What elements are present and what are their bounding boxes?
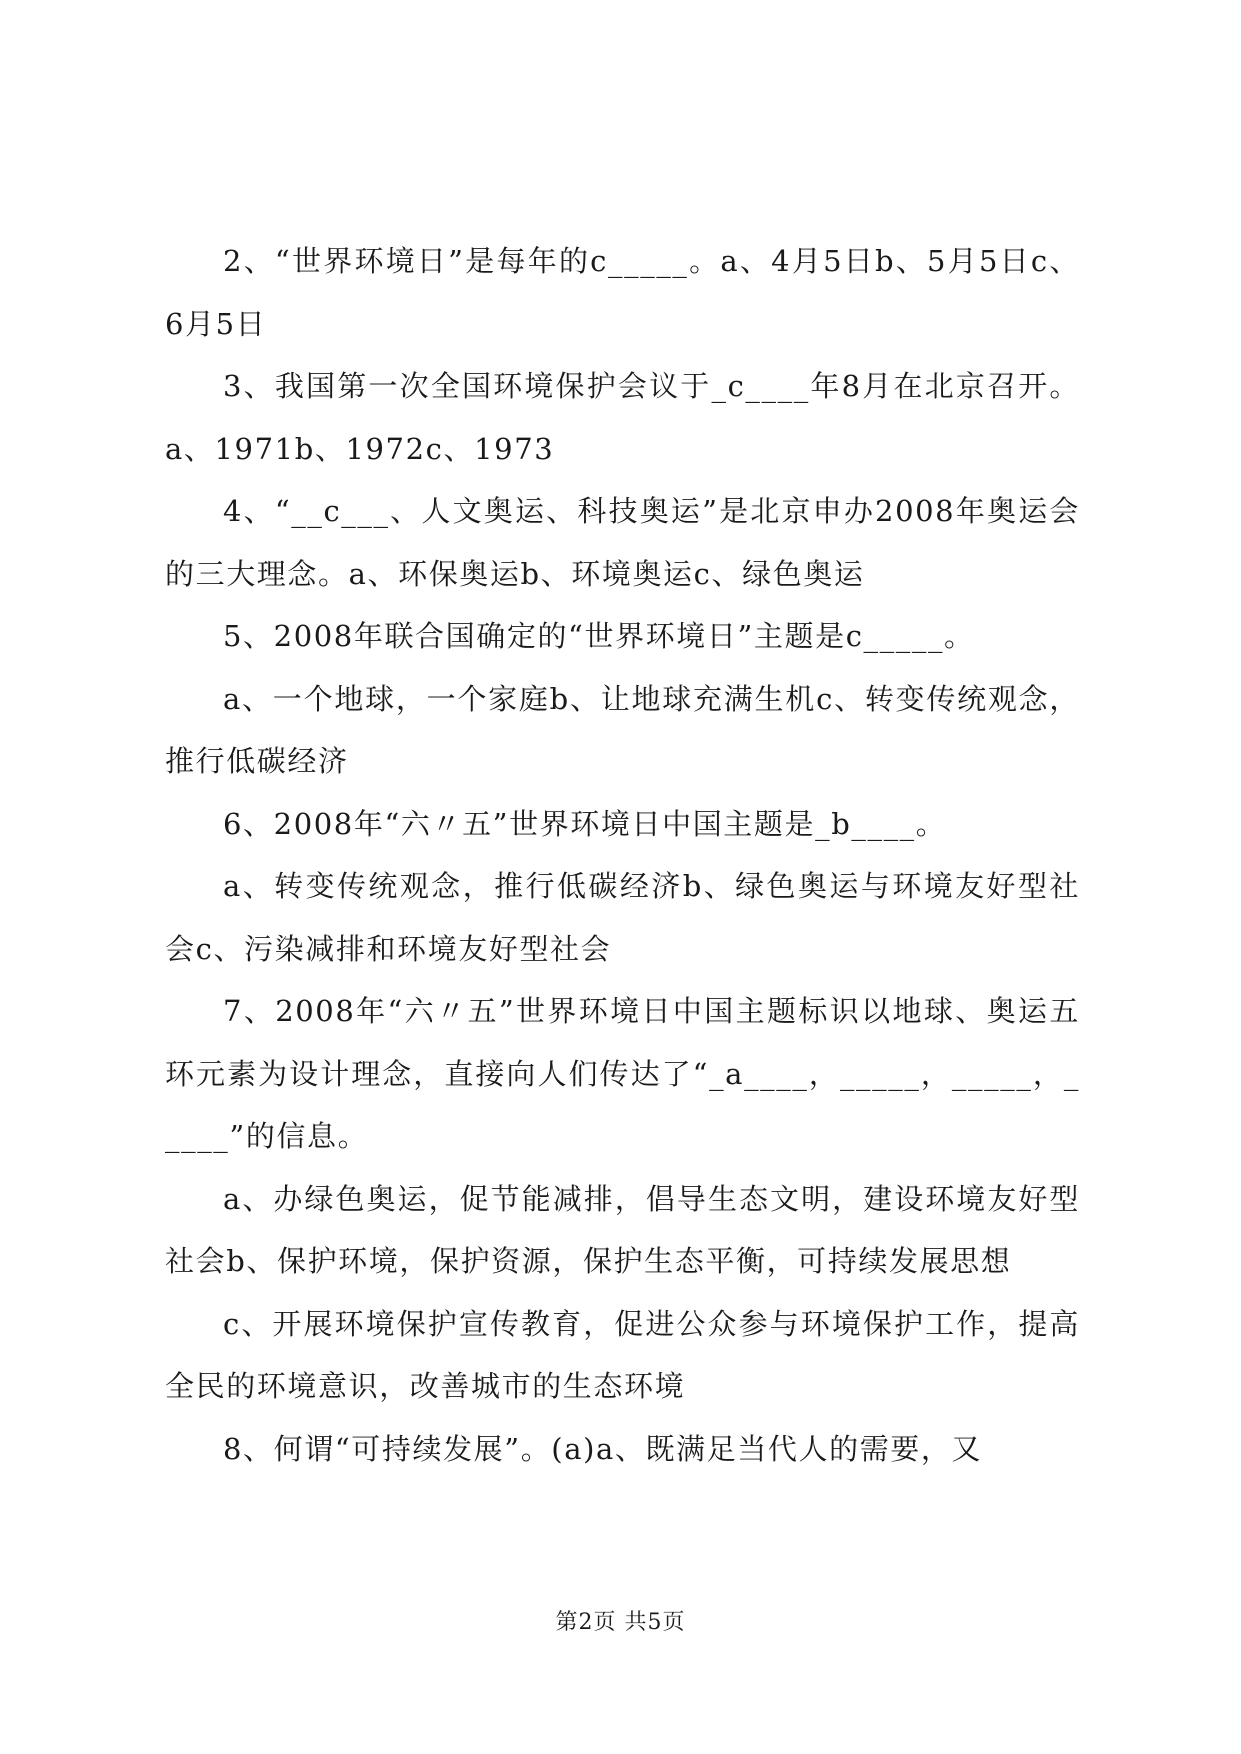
question-5-options: a、一个地球，一个家庭b、让地球充满生机c、转变传统观念，推行低碳经济 bbox=[165, 681, 1080, 778]
question-7: 7、2008年“六〃五”世界环境日中国主题标识以地球、奥运五环元素为设计理念，直接向人们传达了“_a____，_____，_____，_____”的信息。 bbox=[165, 994, 1080, 1153]
question-3: 3、我国第一次全国环境保护会议于_c____年8月在北京召开。a、1971b、1972c、1973 bbox=[165, 369, 1080, 466]
question-4: 4、“__c___、人文奥运、科技奥运”是北京申办2008年奥运会的三大理念。a、环保奥运b、环境奥运c、绿色奥运 bbox=[165, 494, 1080, 591]
question-5: 5、2008年联合国确定的“世界环境日”主题是c_____。 bbox=[223, 619, 975, 653]
question-7-options-ab: a、办绿色奥运，促节能减排，倡导生态文明，建设环境友好型社会b、保护环境，保护资源，保护生态平衡，可持续发展思想 bbox=[165, 1181, 1080, 1278]
question-2: 2、“世界环境日”是每年的c_____。a、4月5日b、5月5日c、6月5日 bbox=[165, 244, 1080, 341]
document-body bbox=[165, 230, 1080, 1480]
question-6: 6、2008年“六〃五”世界环境日中国主题是_b____。 bbox=[223, 806, 947, 841]
question-7-option-c: c、开展环境保护宣传教育，促进公众参与环境保护工作，提高全民的环境意识，改善城市的生态环境 bbox=[165, 1306, 1080, 1403]
question-8: 8、何谓“可持续发展”。(a)a、既满足当代人的需要，又 bbox=[223, 1431, 983, 1466]
question-6-options: a、转变传统观念，推行低碳经济b、绿色奥运与环境友好型社会c、污染减排和环境友好型社会 bbox=[165, 869, 1080, 966]
page-number-footer: 第2页 共5页 bbox=[555, 1610, 686, 1635]
